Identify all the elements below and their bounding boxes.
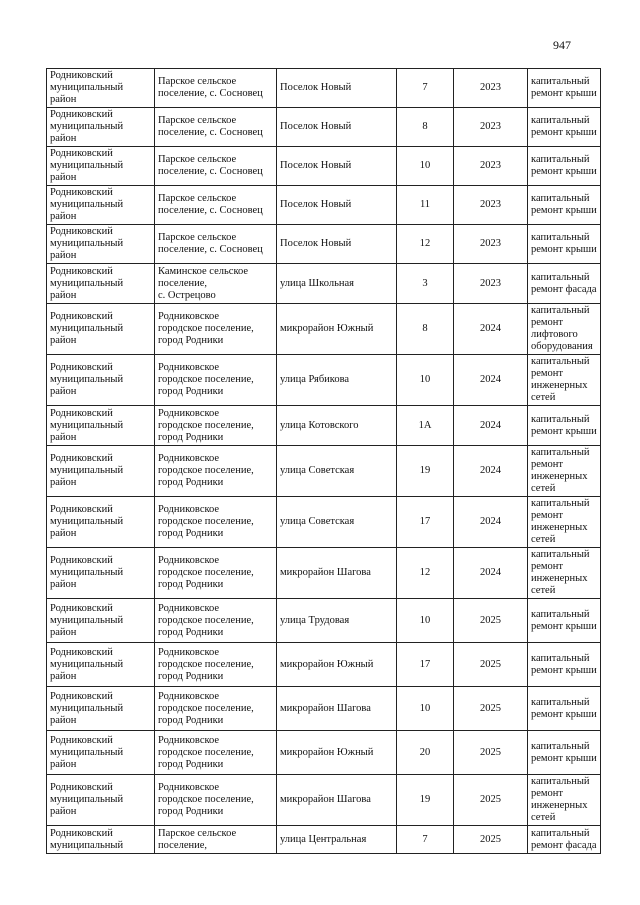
table-row <box>47 826 601 854</box>
table-row <box>47 548 601 599</box>
district-cell: Родниковский муниципальный район <box>47 643 155 687</box>
district-cell: Родниковский муниципальный район <box>47 406 155 446</box>
year-cell: 2023 <box>454 69 528 108</box>
street-cell: улица Школьная <box>277 264 397 304</box>
settlement-cell: Родниковское городское поселение, город Родники <box>155 548 277 599</box>
settlement-cell: Родниковское городское поселение, город Родники <box>155 355 277 406</box>
house-number-cell: 3 <box>397 264 454 304</box>
table-row <box>47 599 601 643</box>
district-cell: Родниковский муниципальный район <box>47 355 155 406</box>
street-cell: Поселок Новый <box>277 69 397 108</box>
year-cell: 2025 <box>454 775 528 826</box>
year-cell: 2024 <box>454 446 528 497</box>
settlement-cell: Родниковское городское поселение, город Родники <box>155 643 277 687</box>
year-cell: 2024 <box>454 304 528 355</box>
settlement-cell: Родниковское городское поселение, город Родники <box>155 687 277 731</box>
house-number-cell: 12 <box>397 225 454 264</box>
year-cell: 2024 <box>454 497 528 548</box>
street-cell: улица Трудовая <box>277 599 397 643</box>
district-cell: Родниковский муниципальный район <box>47 446 155 497</box>
table-row <box>47 446 601 497</box>
year-cell: 2024 <box>454 548 528 599</box>
street-cell: микрорайон Южный <box>277 304 397 355</box>
work-type-cell: капитальный ремонт крыши <box>528 731 601 775</box>
district-cell: Родниковский муниципальный район <box>47 147 155 186</box>
house-number-cell: 10 <box>397 599 454 643</box>
street-cell: улица Котовского <box>277 406 397 446</box>
work-type-cell: капитальный ремонт фасада <box>528 264 601 304</box>
year-cell: 2023 <box>454 108 528 147</box>
table-row <box>47 225 601 264</box>
table-row <box>47 69 601 108</box>
settlement-cell: Родниковское городское поселение, город Родники <box>155 775 277 826</box>
page-number: 947 <box>553 38 571 52</box>
table-row <box>47 264 601 304</box>
district-cell: Родниковский муниципальный район <box>47 548 155 599</box>
district-cell: Родниковский муниципальный район <box>47 775 155 826</box>
settlement-cell: Родниковское городское поселение, город Родники <box>155 406 277 446</box>
street-cell: микрорайон Шагова <box>277 548 397 599</box>
district-cell: Родниковский муниципальный район <box>47 225 155 264</box>
house-number-cell: 17 <box>397 643 454 687</box>
work-type-cell: капитальный ремонт крыши <box>528 225 601 264</box>
district-cell: Родниковский муниципальный <box>47 826 155 854</box>
year-cell: 2025 <box>454 643 528 687</box>
table-row <box>47 186 601 225</box>
street-cell: Поселок Новый <box>277 186 397 225</box>
work-type-cell: капитальный ремонт инженерных сетей <box>528 355 601 406</box>
house-number-cell: 11 <box>397 186 454 225</box>
street-cell: улица Советская <box>277 446 397 497</box>
settlement-cell: Родниковское городское поселение, город Родники <box>155 731 277 775</box>
work-type-cell: капитальный ремонт крыши <box>528 643 601 687</box>
house-number-cell: 17 <box>397 497 454 548</box>
table-row <box>47 775 601 826</box>
house-number-cell: 8 <box>397 108 454 147</box>
work-type-cell: капитальный ремонт инженерных сетей <box>528 775 601 826</box>
house-number-cell: 12 <box>397 548 454 599</box>
year-cell: 2025 <box>454 731 528 775</box>
street-cell: микрорайон Южный <box>277 731 397 775</box>
year-cell: 2023 <box>454 225 528 264</box>
year-cell: 2024 <box>454 355 528 406</box>
work-type-cell: капитальный ремонт крыши <box>528 147 601 186</box>
work-type-cell: капитальный ремонт инженерных сетей <box>528 446 601 497</box>
work-type-cell: капитальный ремонт фасада <box>528 826 601 854</box>
table-row <box>47 406 601 446</box>
district-cell: Родниковский муниципальный район <box>47 731 155 775</box>
house-number-cell: 19 <box>397 775 454 826</box>
street-cell: улица Рябикова <box>277 355 397 406</box>
street-cell: Поселок Новый <box>277 147 397 186</box>
year-cell: 2023 <box>454 147 528 186</box>
house-number-cell: 20 <box>397 731 454 775</box>
table-row <box>47 147 601 186</box>
house-number-cell: 7 <box>397 69 454 108</box>
settlement-cell: Парское сельское поселение, с. Сосновец <box>155 108 277 147</box>
work-type-cell: капитальный ремонт инженерных сетей <box>528 548 601 599</box>
street-cell: улица Советская <box>277 497 397 548</box>
house-number-cell: 8 <box>397 304 454 355</box>
district-cell: Родниковский муниципальный район <box>47 687 155 731</box>
table-row <box>47 731 601 775</box>
work-type-cell: капитальный ремонт крыши <box>528 69 601 108</box>
work-type-cell: капитальный ремонт крыши <box>528 599 601 643</box>
settlement-cell: Парское сельское поселение, с. Сосновец <box>155 186 277 225</box>
table-body <box>47 69 601 854</box>
year-cell: 2025 <box>454 826 528 854</box>
house-number-cell: 7 <box>397 826 454 854</box>
settlement-cell: Парское сельское поселение, с. Сосновец <box>155 147 277 186</box>
table-row <box>47 687 601 731</box>
house-number-cell: 19 <box>397 446 454 497</box>
settlement-cell: Родниковское городское поселение, город Родники <box>155 446 277 497</box>
settlement-cell: Родниковское городское поселение, город Родники <box>155 497 277 548</box>
repair-schedule-table <box>46 68 601 854</box>
settlement-cell: Парское сельское поселение, с. Сосновец <box>155 69 277 108</box>
district-cell: Родниковский муниципальный район <box>47 599 155 643</box>
street-cell: улица Центральная <box>277 826 397 854</box>
year-cell: 2024 <box>454 406 528 446</box>
year-cell: 2023 <box>454 264 528 304</box>
district-cell: Родниковский муниципальный район <box>47 304 155 355</box>
work-type-cell: капитальный ремонт инженерных сетей <box>528 497 601 548</box>
settlement-cell: Каминское сельское поселение, с. Острецово <box>155 264 277 304</box>
table-row <box>47 108 601 147</box>
street-cell: микрорайон Южный <box>277 643 397 687</box>
street-cell: микрорайон Шагова <box>277 775 397 826</box>
year-cell: 2025 <box>454 599 528 643</box>
work-type-cell: капитальный ремонт лифтового оборудования <box>528 304 601 355</box>
settlement-cell: Парское сельское поселение, с. Сосновец <box>155 225 277 264</box>
district-cell: Родниковский муниципальный район <box>47 264 155 304</box>
house-number-cell: 10 <box>397 147 454 186</box>
settlement-cell: Парское сельское поселение, <box>155 826 277 854</box>
year-cell: 2023 <box>454 186 528 225</box>
table-row <box>47 643 601 687</box>
street-cell: микрорайон Шагова <box>277 687 397 731</box>
district-cell: Родниковский муниципальный район <box>47 497 155 548</box>
district-cell: Родниковский муниципальный район <box>47 69 155 108</box>
year-cell: 2025 <box>454 687 528 731</box>
house-number-cell: 1А <box>397 406 454 446</box>
house-number-cell: 10 <box>397 355 454 406</box>
settlement-cell: Родниковское городское поселение, город Родники <box>155 304 277 355</box>
settlement-cell: Родниковское городское поселение, город Родники <box>155 599 277 643</box>
work-type-cell: капитальный ремонт крыши <box>528 687 601 731</box>
table-row <box>47 355 601 406</box>
table-row <box>47 304 601 355</box>
district-cell: Родниковский муниципальный район <box>47 108 155 147</box>
work-type-cell: капитальный ремонт крыши <box>528 108 601 147</box>
street-cell: Поселок Новый <box>277 108 397 147</box>
district-cell: Родниковский муниципальный район <box>47 186 155 225</box>
work-type-cell: капитальный ремонт крыши <box>528 406 601 446</box>
work-type-cell: капитальный ремонт крыши <box>528 186 601 225</box>
house-number-cell: 10 <box>397 687 454 731</box>
table-row <box>47 497 601 548</box>
street-cell: Поселок Новый <box>277 225 397 264</box>
